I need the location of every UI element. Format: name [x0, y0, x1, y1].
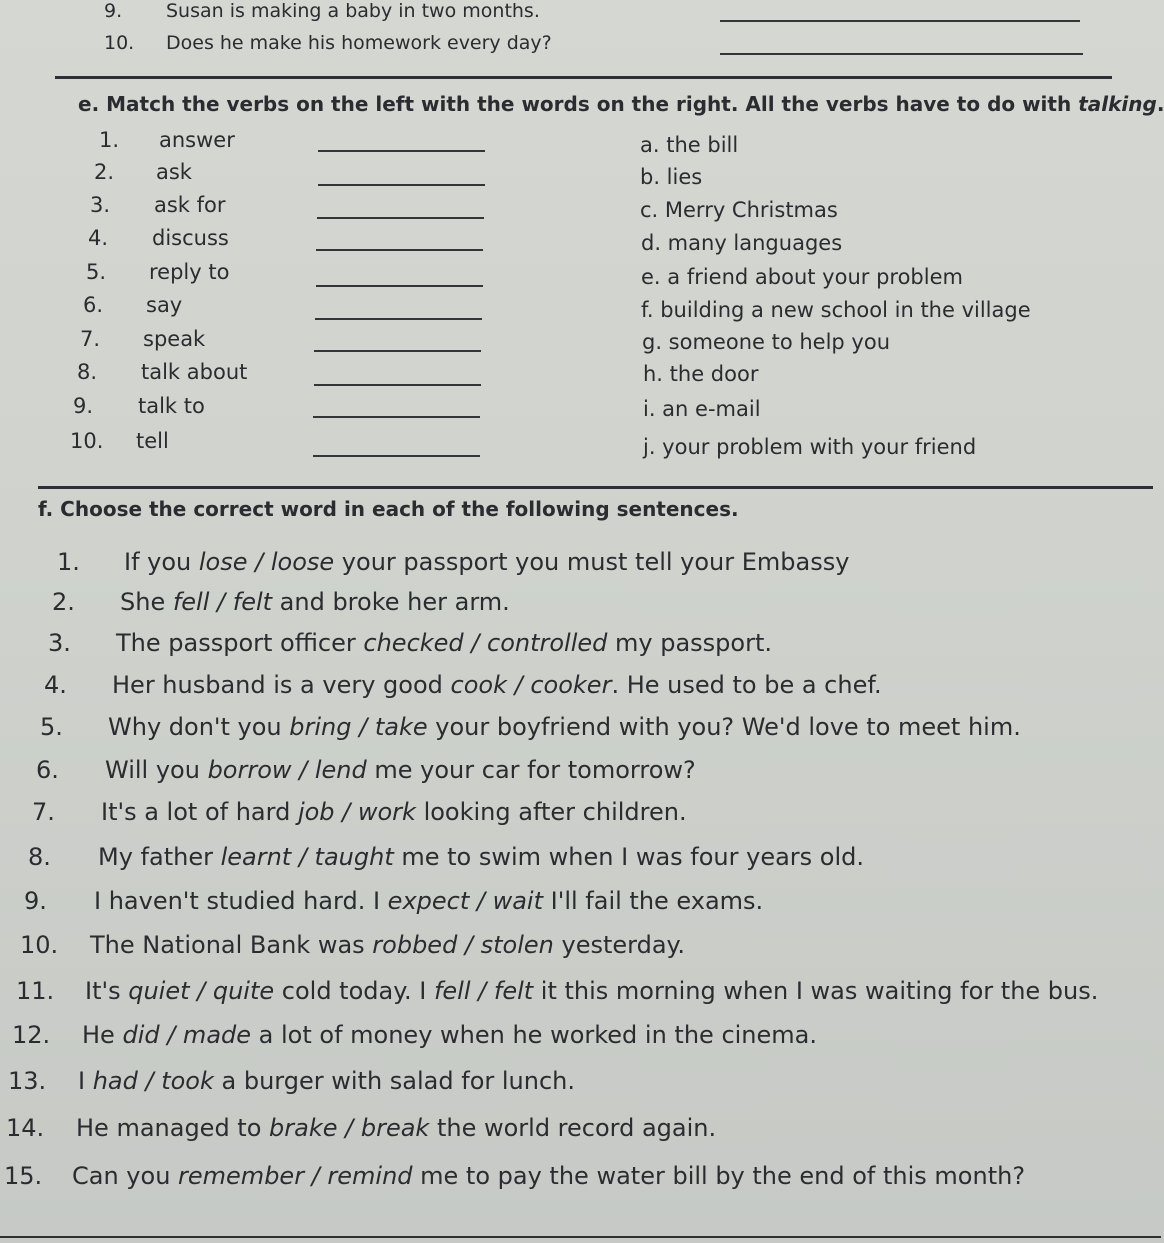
sentence-text: [101, 798, 687, 826]
sentence-fragment: Why don't you: [108, 713, 290, 741]
answer-blank[interactable]: [313, 416, 480, 418]
sentence-fragment: me to pay the water bill by the end of this month?: [412, 1162, 1026, 1190]
sentence-text: [112, 671, 882, 699]
sentence-number: 11.: [16, 977, 55, 1005]
sentence-fragment: Her husband is a very good: [112, 671, 451, 699]
verb-label: speak: [143, 327, 206, 351]
sentence-fragment: my passport.: [607, 629, 773, 657]
sentence-fragment: My father: [98, 843, 221, 871]
page-bottom-line: [0, 1236, 1161, 1238]
sentence-fragment: your boyfriend with you? We'd love to meet him.: [427, 713, 1021, 741]
match-item-number: 8.: [77, 360, 98, 384]
sentence-fragment: It's: [85, 977, 129, 1005]
word-choice[interactable]: did / made: [122, 1021, 252, 1049]
match-item-number: 6.: [83, 293, 104, 317]
word-choice[interactable]: job / work: [297, 798, 416, 826]
sentence-fragment: the world record again.: [429, 1114, 717, 1142]
top-item-text: Does he make his homework every day?: [166, 32, 552, 54]
verb-label: answer: [159, 128, 235, 152]
sentence-number: 13.: [8, 1067, 47, 1095]
answer-blank[interactable]: [318, 184, 485, 186]
sentence-fragment: cold today. I: [274, 977, 434, 1005]
sentence-fragment: a burger with salad for lunch.: [213, 1067, 575, 1095]
sentence-text: [82, 1021, 817, 1049]
word-choice[interactable]: lose / loose: [198, 548, 335, 576]
match-option: h. the door: [643, 362, 759, 386]
section-divider: [38, 486, 1153, 489]
match-option: b. lies: [640, 165, 703, 189]
sentence-fragment: Can you: [72, 1162, 179, 1190]
sentence-number: 7.: [32, 798, 55, 826]
sentence-fragment: and broke her arm.: [272, 588, 510, 616]
answer-blank[interactable]: [318, 150, 485, 152]
section-divider: [55, 76, 1112, 79]
word-choice[interactable]: fell / felt: [172, 588, 273, 616]
sentence-number: 6.: [36, 756, 59, 784]
sentence-text: [124, 548, 849, 576]
sentence-fragment: The National Bank was: [90, 931, 373, 959]
sentence-text: [120, 588, 510, 616]
sentence-number: 12.: [12, 1021, 51, 1049]
sentence-fragment: The passport officer: [116, 629, 364, 657]
match-item-number: 9.: [73, 394, 94, 418]
top-item-number: 10.: [104, 32, 135, 54]
verb-label: ask: [156, 160, 192, 184]
sentence-fragment: He managed to: [76, 1114, 270, 1142]
sentence-fragment: yesterday.: [553, 931, 685, 959]
sentence-text: [108, 713, 1021, 741]
sentence-number: 2.: [52, 588, 75, 616]
match-option: j. your problem with your friend: [643, 435, 977, 459]
top-item-text: Susan is making a baby in two months.: [166, 0, 540, 22]
word-choice[interactable]: robbed / stolen: [372, 931, 554, 959]
sentence-fragment: your passport you must tell your Embassy: [334, 548, 850, 576]
sentence-fragment: He: [82, 1021, 123, 1049]
answer-blank[interactable]: [314, 350, 481, 352]
match-item-number: 7.: [80, 327, 101, 351]
sentence-fragment: She: [120, 588, 173, 616]
word-choice[interactable]: quiet / quite: [128, 977, 275, 1005]
sentence-fragment: me your car for tomorrow?: [366, 756, 696, 784]
sentence-number: 3.: [48, 629, 71, 657]
sentence-number: 5.: [40, 713, 63, 741]
verb-label: say: [146, 293, 183, 317]
sentence-fragment: Will you: [105, 756, 208, 784]
answer-blank[interactable]: [316, 249, 483, 251]
match-item-number: 2.: [94, 160, 115, 184]
verb-label: ask for: [154, 193, 226, 217]
sentence-text: [72, 1162, 1025, 1190]
answer-blank[interactable]: [314, 384, 481, 386]
word-choice[interactable]: checked / controlled: [363, 629, 608, 657]
sentence-number: 14.: [6, 1114, 45, 1142]
verb-label: tell: [136, 429, 169, 453]
sentence-number: 10.: [20, 931, 59, 959]
verb-label: discuss: [152, 226, 229, 250]
word-choice[interactable]: had / took: [92, 1067, 214, 1095]
sentence-text: [116, 629, 772, 657]
sentence-number: 4.: [44, 671, 67, 699]
word-choice[interactable]: remember / remind: [178, 1162, 413, 1190]
sentence-text: [76, 1114, 716, 1142]
sentence-text: [85, 977, 1098, 1005]
sentence-fragment: a lot of money when he worked in the cinema.: [251, 1021, 817, 1049]
match-option: a. the bill: [640, 133, 739, 157]
answer-blank[interactable]: [720, 53, 1083, 55]
sentence-number: 9.: [24, 887, 47, 915]
word-choice[interactable]: fell / felt: [433, 977, 534, 1005]
word-choice[interactable]: cook / cooker: [450, 671, 612, 699]
sentence-number: 15.: [4, 1162, 43, 1190]
sentence-fragment: looking after children.: [415, 798, 687, 826]
sentence-fragment: I: [78, 1067, 93, 1095]
sentence-fragment: it this morning when I was waiting for the bus.: [533, 977, 1099, 1005]
verb-label: reply to: [149, 260, 230, 284]
sentence-text: [105, 756, 696, 784]
answer-blank[interactable]: [720, 20, 1080, 22]
match-option: f. building a new school in the village: [641, 298, 1031, 322]
sentence-text: [78, 1067, 575, 1095]
sentence-fragment: . He used to be a chef.: [611, 671, 882, 699]
match-item-number: 10.: [70, 429, 104, 453]
word-choice[interactable]: learnt / taught: [220, 843, 394, 871]
sentence-fragment: It's a lot of hard: [101, 798, 298, 826]
sentence-fragment: me to swim when I was four years old.: [393, 843, 865, 871]
sentence-number: 1.: [57, 548, 80, 576]
word-choice[interactable]: borrow / lend: [207, 756, 367, 784]
match-option: i. an e-mail: [643, 397, 761, 421]
section-f-heading: f. Choose the correct word in each of the following sentences.: [38, 497, 739, 521]
sentence-fragment: If you: [124, 548, 199, 576]
word-choice[interactable]: expect / wait: [387, 887, 544, 915]
word-choice[interactable]: bring / take: [289, 713, 428, 741]
answer-blank[interactable]: [313, 455, 480, 457]
sentence-text: [98, 843, 864, 871]
match-item-number: 1.: [99, 128, 120, 152]
sentence-text: [90, 931, 685, 959]
section-e-heading: e. Match the verbs on the left with the words on the right. All the verbs have to do with talking.: [78, 92, 1164, 116]
answer-blank[interactable]: [317, 217, 484, 219]
top-item-number: 9.: [104, 0, 123, 22]
match-item-number: 5.: [86, 260, 107, 284]
match-item-number: 3.: [90, 193, 111, 217]
match-option: e. a friend about your problem: [641, 265, 963, 289]
match-option: c. Merry Christmas: [640, 198, 838, 222]
verb-label: talk to: [138, 394, 205, 418]
word-choice[interactable]: brake / break: [269, 1114, 430, 1142]
answer-blank[interactable]: [316, 285, 483, 287]
match-item-number: 4.: [88, 226, 109, 250]
sentence-number: 8.: [28, 843, 51, 871]
verb-label: talk about: [141, 360, 248, 384]
sentence-text: [94, 887, 763, 915]
match-option: g. someone to help you: [642, 330, 891, 354]
sentence-fragment: I'll fail the exams.: [543, 887, 764, 915]
match-option: d. many languages: [641, 231, 843, 255]
sentence-fragment: I haven't studied hard. I: [94, 887, 388, 915]
answer-blank[interactable]: [315, 318, 482, 320]
